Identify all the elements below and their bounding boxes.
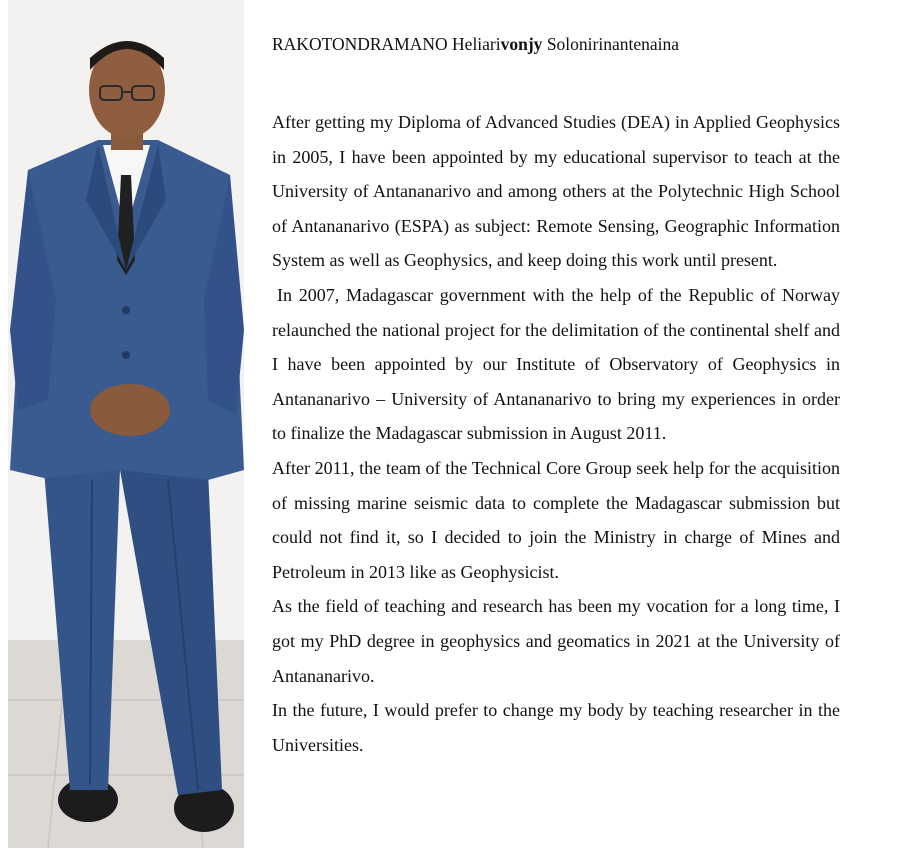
portrait-photo — [8, 0, 244, 848]
paragraph-dea: After getting my Diploma of Advanced Studies (DEA) in Applied Geophysics in 2005, I have been appointed by my educational supervisor to teach at the University of Antananarivo and among others at the Polytechnic High School of Antananarivo (ESPA) as subject: Remote Sensing, Geographic Information System as well as Geophysics, and keep doing this work until present. — [272, 112, 840, 271]
paragraph-2011: After 2011, the team of the Technical Core Group seek help for the acquisition of missing marine seismic data to complete the Madagascar submission but could not find it, so I decided to join the Ministry in charge of Mines and Petroleum in 2013 like as Geophysicist. — [272, 457, 840, 582]
paragraph-2007: In 2007, Madagascar government with the help of the Republic of Norway relaunched the national project for the delimitation of the continental shelf and I have been appointed by our Institute of Observatory of Geophysics in Antananarivo – University of Antananarivo to bring my experiences in order to finalize the Madagascar submission in August 2011. — [272, 284, 840, 444]
author-name-part1: RAKOTONDRAMANO Heliari — [272, 34, 501, 54]
author-name-part2: Solonirinantenaina — [542, 34, 680, 54]
author-name-bold: vonjy — [500, 34, 543, 54]
author-name — [272, 34, 679, 55]
paragraph-future: In the future, I would prefer to change my body by teaching researcher in the Universities. — [272, 700, 840, 755]
biography-text — [272, 105, 840, 762]
portrait-photo-icon — [8, 0, 244, 848]
paragraph-phd: As the field of teaching and research has been my vocation for a long time, I got my PhD degree in geophysics and geomatics in 2021 at the University of Antananarivo. — [272, 596, 840, 686]
